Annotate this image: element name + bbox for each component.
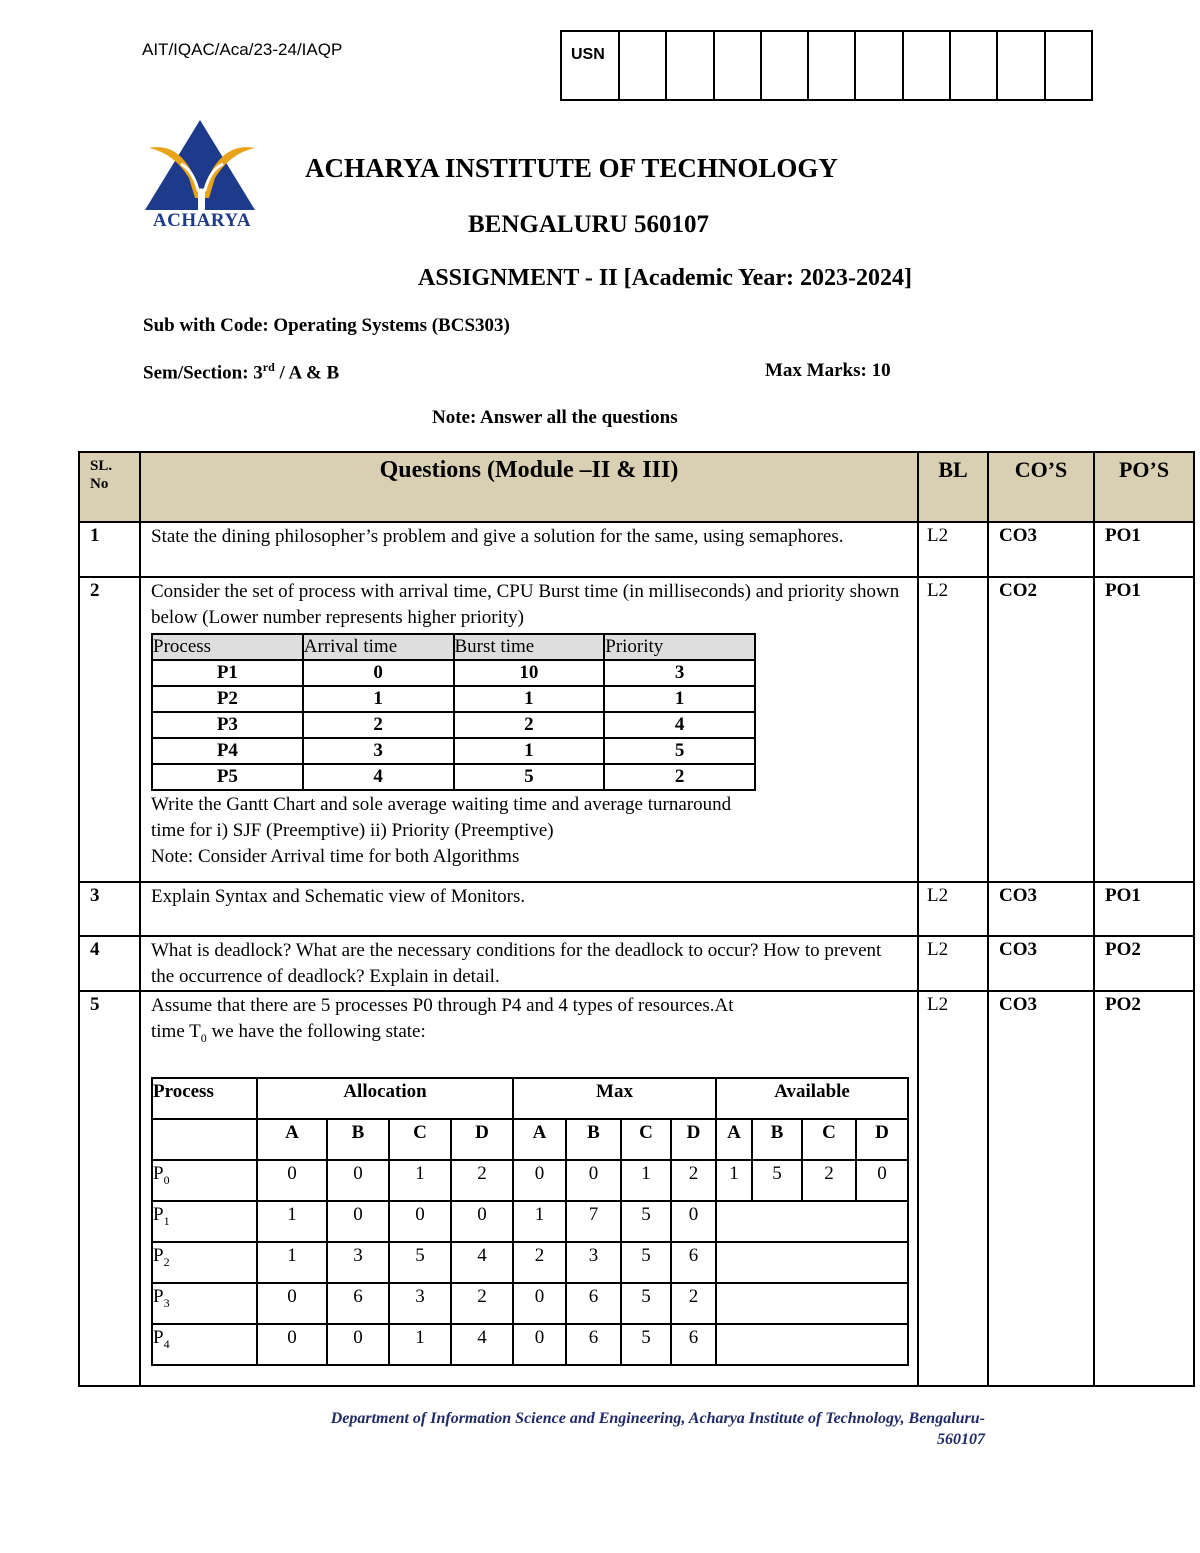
process-row <box>152 764 755 790</box>
avail-b: 5 <box>752 1160 802 1201</box>
priority: 4 <box>604 712 755 738</box>
allocation-header: Allocation <box>257 1078 513 1119</box>
question-text: Assume that there are 5 processes P0 through P4 and 4 types of resources.At <box>151 995 734 1016</box>
max-d: 6 <box>671 1242 716 1283</box>
alloc-b: 0 <box>327 1324 389 1365</box>
priority: 1 <box>604 686 755 712</box>
arrival-time: 1 <box>303 686 454 712</box>
avail-d: 0 <box>856 1160 908 1201</box>
usn-cell[interactable] <box>904 32 951 99</box>
burst-time: 1 <box>454 738 605 764</box>
question-bl: L2 <box>918 577 988 882</box>
process-row <box>152 738 755 764</box>
logo-text: ACHARYA <box>152 210 252 231</box>
note-line: Note: Answer all the questions <box>432 407 678 428</box>
col-d: D <box>856 1119 908 1160</box>
col-c: C <box>389 1119 451 1160</box>
process-row <box>152 712 755 738</box>
semester-line <box>143 360 339 384</box>
question-number: 3 <box>79 882 140 936</box>
header-cos: CO’S <box>988 452 1094 522</box>
institute-name: ACHARYA INSTITUTE OF TECHNOLOGY <box>305 153 838 183</box>
resource-column-header <box>152 1119 908 1160</box>
question-row <box>79 882 1194 936</box>
resource-row <box>152 1324 908 1365</box>
question-bl: L2 <box>918 991 988 1386</box>
process-row <box>152 660 755 686</box>
priority: 3 <box>604 660 755 686</box>
max-d: 6 <box>671 1324 716 1365</box>
usn-cell[interactable] <box>762 32 809 99</box>
question-cell <box>140 577 918 882</box>
usn-cell[interactable] <box>809 32 856 99</box>
question-text: Explain Syntax and Schematic view of Monitors. <box>140 882 918 936</box>
footer <box>170 1408 985 1450</box>
max-marks: Max Marks: 10 <box>765 360 891 381</box>
alloc-a: 1 <box>257 1201 327 1242</box>
arrival-time: 3 <box>303 738 454 764</box>
alloc-d: 2 <box>451 1283 513 1324</box>
max-d: 2 <box>671 1283 716 1324</box>
burst-time: 10 <box>454 660 605 686</box>
document-code: AIT/IQAC/Aca/23-24/IAQP <box>142 40 343 59</box>
question-bl: L2 <box>918 936 988 991</box>
avail-c: 2 <box>802 1160 856 1201</box>
question-co: CO3 <box>988 882 1094 936</box>
col-a: A <box>513 1119 566 1160</box>
priority: 5 <box>604 738 755 764</box>
alloc-b: 0 <box>327 1201 389 1242</box>
available-empty <box>716 1242 908 1283</box>
question-instruction: Write the Gantt Chart and sole average waiting time and average turnaround <box>151 794 732 815</box>
usn-label: USN <box>562 32 620 99</box>
footer-line: 560107 <box>937 1431 985 1448</box>
alloc-d: 2 <box>451 1160 513 1201</box>
col-b: B <box>752 1119 802 1160</box>
questions-header-row <box>79 452 1194 522</box>
process-id: P4 <box>152 738 303 764</box>
process-col-header: Process <box>152 634 303 660</box>
max-c: 5 <box>621 1324 671 1365</box>
empty-cell <box>152 1119 257 1160</box>
question-po: PO1 <box>1094 522 1194 577</box>
priority-col-header: Priority <box>604 634 755 660</box>
usn-cell[interactable] <box>620 32 667 99</box>
process-id: P5 <box>152 764 303 790</box>
max-d: 2 <box>671 1160 716 1201</box>
alloc-a: 0 <box>257 1160 327 1201</box>
max-b: 7 <box>566 1201 621 1242</box>
burst-time: 5 <box>454 764 605 790</box>
question-text: Consider the set of process with arrival time, CPU Burst time (in milliseconds) and priority shown below (Lower number represents higher priority) <box>151 581 900 628</box>
question-text: What is deadlock? What are the necessary conditions for the deadlock to occur? How to prevent the occurrence of deadlock? Explain in detail. <box>140 936 918 991</box>
burst-col-header: Burst time <box>454 634 605 660</box>
question-row <box>79 522 1194 577</box>
process-id: P1 <box>152 660 303 686</box>
question-co: CO3 <box>988 936 1094 991</box>
header-sl-no: SL. No <box>79 452 140 522</box>
alloc-c: 5 <box>389 1242 451 1283</box>
process-name: $P_2$ <box>152 1242 257 1283</box>
resource-row <box>152 1242 908 1283</box>
process-id: P2 <box>152 686 303 712</box>
max-d: 0 <box>671 1201 716 1242</box>
process-name: $P_3$ <box>152 1283 257 1324</box>
question-bl: L2 <box>918 882 988 936</box>
alloc-d: 0 <box>451 1201 513 1242</box>
max-a: 0 <box>513 1283 566 1324</box>
process-name: $P_0$ <box>152 1160 257 1201</box>
max-b: 6 <box>566 1324 621 1365</box>
question-row <box>79 991 1194 1386</box>
question-cell <box>140 991 918 1386</box>
alloc-a: 1 <box>257 1242 327 1283</box>
alloc-c: 1 <box>389 1160 451 1201</box>
max-b: 6 <box>566 1283 621 1324</box>
resource-table <box>151 1077 909 1366</box>
acharya-logo <box>143 118 261 238</box>
max-a: 0 <box>513 1160 566 1201</box>
avail-a: 1 <box>716 1160 752 1201</box>
usn-cell[interactable] <box>715 32 762 99</box>
available-header: Available <box>716 1078 908 1119</box>
col-a: A <box>716 1119 752 1160</box>
question-co: CO3 <box>988 522 1094 577</box>
sem-prefix: Sem/Section: 3 <box>143 362 263 384</box>
subject-line: Sub with Code: Operating Systems (BCS303) <box>143 315 510 336</box>
max-a: 1 <box>513 1201 566 1242</box>
process-name: $P_1$ <box>152 1201 257 1242</box>
question-note: Note: Consider Arrival time for both Algorithms <box>151 846 520 867</box>
col-d: D <box>451 1119 513 1160</box>
max-c: 5 <box>621 1201 671 1242</box>
header-questions: Questions (Module –II & III) <box>140 452 918 522</box>
question-number: 2 <box>79 577 140 882</box>
arrival-time: 0 <box>303 660 454 686</box>
institute-city: BENGALURU 560107 <box>468 211 709 238</box>
available-empty <box>716 1283 908 1324</box>
sem-suffix: / A & B <box>274 362 340 384</box>
question-number: 5 <box>79 991 140 1386</box>
footer-line: Department of Information Science and Engineering, Acharya Institute of Technology, Bengaluru- <box>330 1410 985 1427</box>
process-row <box>152 686 755 712</box>
alloc-b: 3 <box>327 1242 389 1283</box>
assignment-title: ASSIGNMENT - II [Academic Year: 2023-2024] <box>418 265 912 291</box>
max-a: 0 <box>513 1324 566 1365</box>
sem-superscript: rd <box>262 360 275 374</box>
alloc-b: 0 <box>327 1160 389 1201</box>
question-co: CO3 <box>988 991 1094 1386</box>
resource-row <box>152 1201 908 1242</box>
col-a: A <box>257 1119 327 1160</box>
burst-time: 1 <box>454 686 605 712</box>
alloc-d: 4 <box>451 1242 513 1283</box>
col-c: C <box>621 1119 671 1160</box>
process-header: Process <box>152 1078 257 1119</box>
alloc-b: 6 <box>327 1283 389 1324</box>
usn-cell[interactable] <box>1046 32 1091 99</box>
usn-cell[interactable] <box>951 32 998 99</box>
max-c: 5 <box>621 1283 671 1324</box>
max-a: 2 <box>513 1242 566 1283</box>
max-c: 1 <box>621 1160 671 1201</box>
process-table-header <box>152 634 755 660</box>
arrival-col-header: Arrival time <box>303 634 454 660</box>
usn-cell[interactable] <box>856 32 903 99</box>
usn-cell[interactable] <box>998 32 1045 99</box>
question-row <box>79 936 1194 991</box>
question-text-line: time $T_0$ we have the following state: <box>151 1021 426 1045</box>
alloc-a: 0 <box>257 1324 327 1365</box>
resource-row <box>152 1283 908 1324</box>
usn-cell[interactable] <box>667 32 714 99</box>
available-empty <box>716 1201 908 1242</box>
resource-group-header <box>152 1078 908 1119</box>
question-instruction: time for i) SJF (Preemptive) ii) Priority (Preemptive) <box>151 820 554 841</box>
max-b: 0 <box>566 1160 621 1201</box>
alloc-a: 0 <box>257 1283 327 1324</box>
usn-box <box>560 30 1093 101</box>
header-bl: BL <box>918 452 988 522</box>
question-po: PO1 <box>1094 577 1194 882</box>
alloc-d: 4 <box>451 1324 513 1365</box>
question-number: 1 <box>79 522 140 577</box>
resource-row <box>152 1160 908 1201</box>
col-b: B <box>327 1119 389 1160</box>
question-row <box>79 577 1194 882</box>
max-c: 5 <box>621 1242 671 1283</box>
question-text: State the dining philosopher’s problem and give a solution for the same, using semaphores. <box>140 522 918 577</box>
available-empty <box>716 1324 908 1365</box>
question-po: PO1 <box>1094 882 1194 936</box>
question-po: PO2 <box>1094 936 1194 991</box>
process-name: $P_4$ <box>152 1324 257 1365</box>
question-number: 4 <box>79 936 140 991</box>
burst-time: 2 <box>454 712 605 738</box>
priority: 2 <box>604 764 755 790</box>
max-header: Max <box>513 1078 716 1119</box>
arrival-time: 4 <box>303 764 454 790</box>
alloc-c: 0 <box>389 1201 451 1242</box>
col-c: C <box>802 1119 856 1160</box>
question-co: CO2 <box>988 577 1094 882</box>
alloc-c: 1 <box>389 1324 451 1365</box>
arrival-time: 2 <box>303 712 454 738</box>
process-id: P3 <box>152 712 303 738</box>
col-d: D <box>671 1119 716 1160</box>
question-po: PO2 <box>1094 991 1194 1386</box>
max-b: 3 <box>566 1242 621 1283</box>
question-bl: L2 <box>918 522 988 577</box>
logo-emblem-icon <box>143 118 261 213</box>
alloc-c: 3 <box>389 1283 451 1324</box>
questions-table <box>78 451 1195 1387</box>
process-table <box>151 633 756 791</box>
header-pos: PO’S <box>1094 452 1194 522</box>
col-b: B <box>566 1119 621 1160</box>
